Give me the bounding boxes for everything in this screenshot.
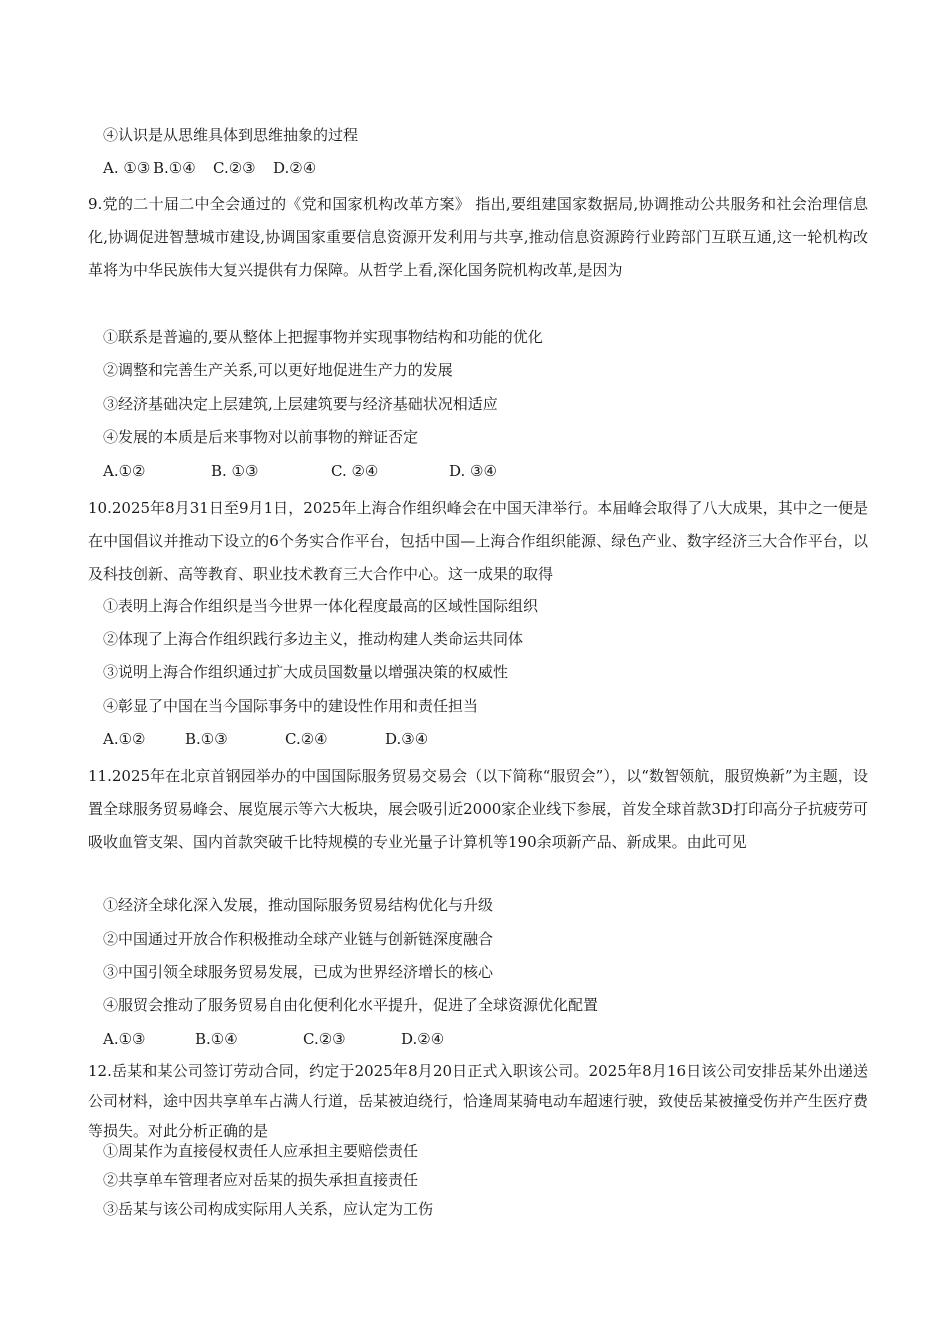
q11-option-c: C.②③ [303, 1030, 346, 1048]
q9-item-2: ②调整和完善生产关系,可以更好地促进生产力的发展 [103, 361, 453, 379]
q8-option-a: A. ①③ [103, 159, 151, 177]
q9-item-4: ④发展的本质是后来事物对以前事物的辩证否定 [103, 428, 419, 446]
q11-stem: 11.2025年在北京首钢园举办的中国国际服务贸易交易会（以下简称“服贸会”），以“数智领航，服贸焕新”为主题，设置全球服务贸易峰会、展览展示等六大板块，展会吸引近2000家企业线下参展，首发全球首款3D打印高分子抗疲劳可吸收血管支架、国内首款突破千比特规模的专业光量子计算机等190余项新产品、新成果。由此可见 [88, 767, 868, 851]
q12-stem: 12.岳某和某公司签订劳动合同，约定于2025年8月20日正式入职该公司。2025年8月16日该公司安排岳某外出递送公司材料，途中因共享单车占满人行道，岳某被迫绕行，恰逢周某骑电动车超速行驶，致使岳某被撞受伤并产生医疗费等损失。对此分析正确的是 [88, 1062, 869, 1140]
q8-option-d: D.②④ [273, 159, 317, 177]
q9-option-b: B. ①③ [211, 462, 259, 480]
q9-options [103, 461, 549, 481]
q9-option-d: D. ③④ [449, 462, 497, 480]
q9-stem: 9.党的二十届二中全会通过的《党和国家机构改革方案》 指出,要组建国家数据局,协调推动公共服务和社会治理信息化,协调促进智慧城市建设,协调国家重要信息资源开发利用与共享,推动信息资源跨行业跨部门互联互通,这一轮机构改革将为中华民族伟大复兴提供有力保障。从哲学上看,深化国务院机构改革,是因为 [88, 195, 868, 279]
q10-option-a: A.①② [103, 730, 146, 748]
q10-option-d: D.③④ [385, 730, 429, 748]
q11-item-2: ②中国通过开放合作积极推动全球产业链与创新链深度融合 [103, 930, 494, 948]
q11-option-a: A.①③ [103, 1030, 146, 1048]
q9-option-c: C. ②④ [331, 462, 379, 480]
q11-options [103, 1029, 481, 1049]
q10-item-3: ③说明上海合作组织通过扩大成员国数量以增强决策的权威性 [103, 663, 509, 681]
q11-item-4: ④服贸会推动了服务贸易自由化便利化水平提升，促进了全球资源优化配置 [103, 996, 599, 1014]
q8-option-c: C.②③ [213, 159, 256, 177]
q10-options [103, 729, 465, 749]
q8-options [103, 158, 333, 178]
q10-item-1: ①表明上海合作组织是当今世界一体化程度最高的区域性国际组织 [103, 597, 539, 615]
q12-item-3: ③岳某与该公司构成实际用人关系，应认定为工伤 [103, 1200, 434, 1218]
q11-item-3: ③中国引领全球服务贸易发展，已成为世界经济增长的核心 [103, 963, 494, 981]
q10-option-c: C.②④ [285, 730, 328, 748]
q11-option-b: B.①④ [195, 1030, 238, 1048]
q11-item-1: ①经济全球化深入发展，推动国际服务贸易结构优化与升级 [103, 896, 494, 914]
q12-item-2: ②共享单车管理者应对岳某的损失承担直接责任 [103, 1171, 419, 1189]
q9-option-a: A.①② [103, 462, 146, 480]
q12-item-1: ①周某作为直接侵权责任人应承担主要赔偿责任 [103, 1142, 419, 1160]
q10-item-2: ②体现了上海合作组织践行多边主义，推动构建人类命运共同体 [103, 630, 524, 648]
q11-option-d: D.②④ [401, 1030, 445, 1048]
q9-item-3: ③经济基础决定上层建筑,上层建筑要与经济基础状况相适应 [103, 395, 498, 413]
q8-option-b: B.①④ [153, 159, 196, 177]
q10-option-b: B.①③ [185, 730, 228, 748]
q9-item-1: ①联系是普遍的,要从整体上把握事物并实现事物结构和功能的优化 [103, 328, 543, 346]
q10-item-4: ④彰显了中国在当今国际事务中的建设性作用和责任担当 [103, 697, 479, 715]
q10-stem: 10.2025年8月31日至9月1日，2025年上海合作组织峰会在中国天津举行。本届峰会取得了八大成果，其中之一便是在中国倡议并推动下设立的6个务实合作平台，包括中国—上海合作组织能源、绿色产业、数字经济三大合作平台，以及科技创新、高等教育、职业技术教育三大合作中心。这一成果的取得 [88, 499, 868, 583]
q8-item-4: ④认识是从思维具体到思维抽象的过程 [103, 126, 359, 144]
